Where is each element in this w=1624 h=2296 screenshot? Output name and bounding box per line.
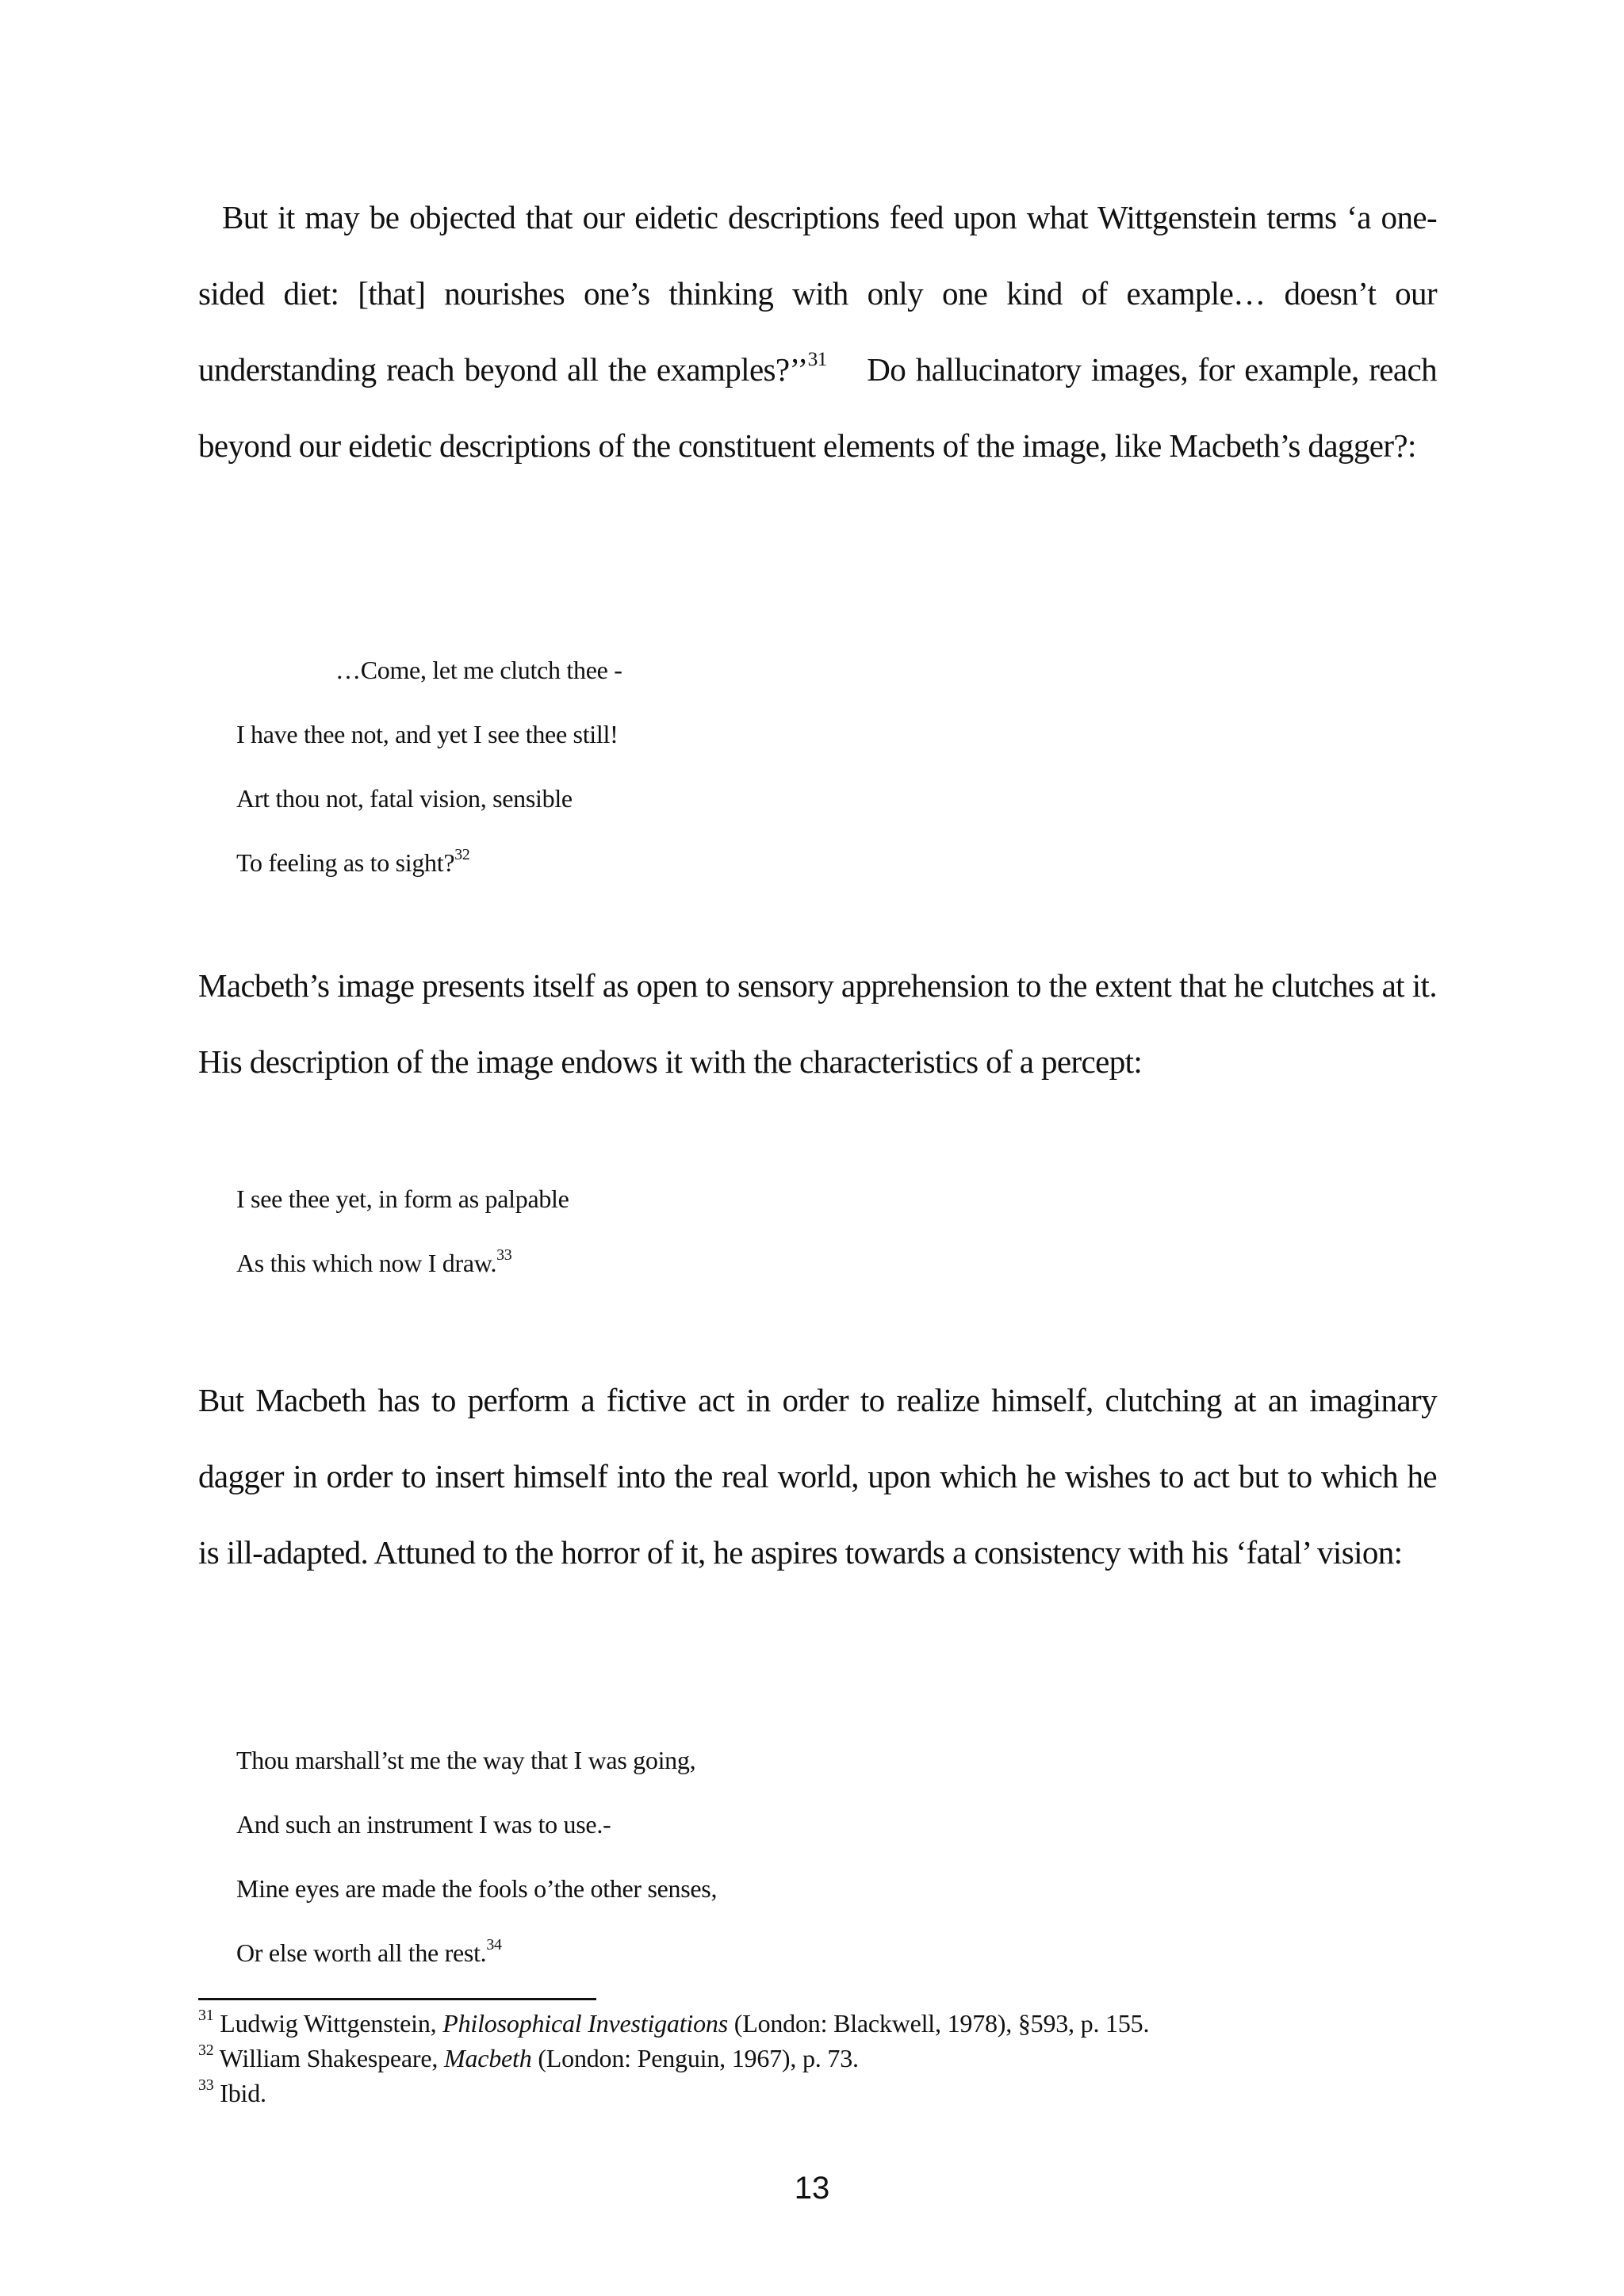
quote-block-2 [236, 1167, 569, 1295]
footnote-text: Ludwig Wittgenstein, [220, 2009, 443, 2038]
footnote-number: 32 [198, 2042, 214, 2060]
quote-1-line-4-text: To feeling as to sight? [236, 848, 455, 877]
quote-3-line-4 [236, 1921, 717, 1985]
paragraph-2: Macbeth’s image presents itself as open to sensory apprehension to the extent that he clutches at it. His description of the image endows it with the characteristics of a percept: [198, 967, 1437, 1080]
quote-3-line-1: Thou marshall’st me the way that I was going, [236, 1746, 696, 1774]
quote-1-line-2: I have thee not, and yet I see thee still! [236, 720, 619, 748]
footnote-ref-34[interactable]: 34 [486, 1936, 502, 1954]
footnote-number: 31 [198, 2007, 214, 2025]
page-number: 13 [794, 2171, 830, 2206]
footnote-text: William Shakespeare, [219, 2044, 444, 2072]
footnote-text: Ibid. [220, 2079, 266, 2107]
quote-1-line-4 [236, 831, 622, 895]
quote-2-line-1: I see thee yet, in form as palpable [236, 1184, 569, 1213]
quote-1-line-3: Art thou not, fatal vision, sensible [236, 784, 573, 813]
footnote-32 [198, 2041, 1467, 2076]
quote-2-line-2-text: As this which now I draw. [236, 1249, 497, 1277]
paragraph-1 [198, 179, 1437, 484]
paragraph-1-text-b: Do hallucinatory images, for example, reach beyond our eidetic descriptions of the constituent elements of the image, like Macbeth’s dagger?: [198, 351, 1437, 464]
paragraph-1-text-a: But it may be objected that our eidetic descriptions feed upon what Wittgenstein terms ‘a one-sided diet: [that] nourishes one’s thinking with only one kind of example… doesn’t our understanding reach beyond all the examples?’’ [198, 199, 1437, 388]
quote-3-line-2: And such an instrument I was to use.- [236, 1810, 611, 1839]
footnotes [198, 2006, 1467, 2110]
quote-3-line-4-text: Or else worth all the rest. [236, 1938, 487, 1967]
footnote-number: 33 [198, 2076, 214, 2095]
paragraph-3: But Macbeth has to perform a fictive act in order to realize himself, clutching at an imaginary dagger in order to insert himself into the real world, upon which he wishes to act but to which he is ill-adapted. Attuned to the horror of it, he aspires towards a consistency with his ‘fatal’ vision: [198, 1382, 1437, 1571]
footnote-text: (London: Penguin, 1967), p. 73. [531, 2044, 859, 2072]
footnote-33 [198, 2076, 1467, 2110]
quote-block-3 [236, 1728, 717, 1985]
quote-block-1 [236, 638, 622, 895]
footnote-title: Philosophical Investigations [442, 2009, 728, 2038]
footnote-ref-33[interactable]: 33 [496, 1246, 512, 1265]
footnote-ref-31[interactable]: 31 [807, 347, 827, 370]
footnote-text: (London: Blackwell, 1978), §593, p. 155. [727, 2009, 1150, 2038]
footnote-ref-32[interactable]: 32 [454, 846, 470, 864]
quote-1-line-1: …Come, let me clutch thee - [335, 656, 622, 684]
footnote-separator [198, 1998, 596, 2000]
footnote-title: Macbeth [443, 2044, 532, 2072]
quote-2-line-2 [236, 1231, 569, 1295]
footnote-31 [198, 2006, 1467, 2041]
quote-3-line-3: Mine eyes are made the fools o’the other senses, [236, 1874, 718, 1903]
